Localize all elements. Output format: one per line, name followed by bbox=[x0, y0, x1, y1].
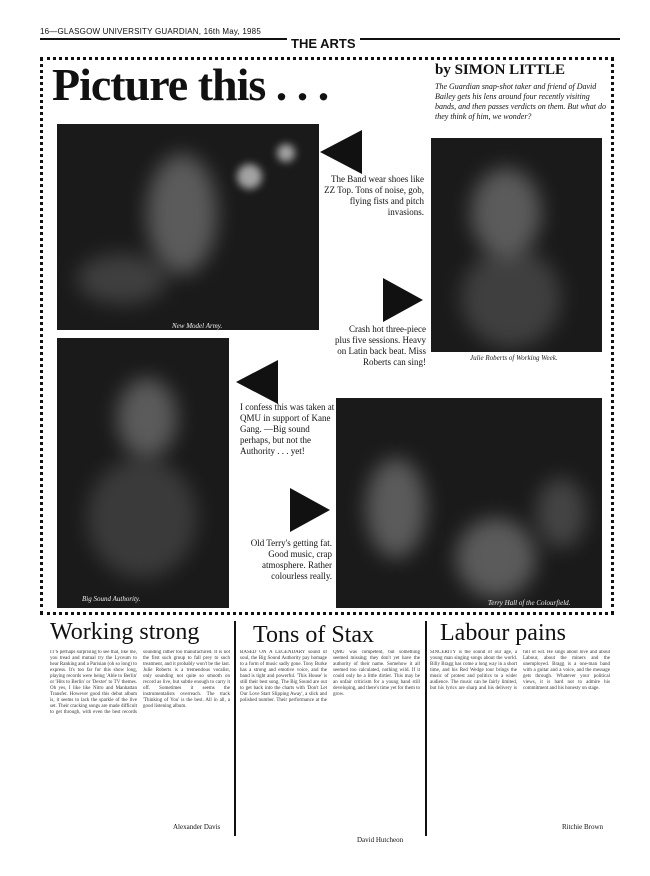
column-body: SINCERITY is the sound of our age, a young man singing songs about the world. Billy Bragg has come a long way in a short time, and his Red Wedge tour brings the music of protest and politics to a wider audience. The music can be fairly limited, but his lyrics are sharp and his delivery is full of wit. He sings about love and about Labour, about the miners and the unemployed. Bragg is a one-man band with a guitar and a voice, and the message gets through. Whatever your political views, it is hard not to admire his commitment and his honesty on stage. bbox=[430, 650, 610, 691]
column-signature: David Hutcheon bbox=[357, 836, 404, 844]
blurb-working-week: Crash hot three-piece plus five sessions. Heavy on Latin back beat. Miss Roberts can sing! bbox=[335, 324, 426, 367]
photo-big-sound-authority bbox=[57, 338, 229, 608]
arrow-right-icon bbox=[383, 278, 423, 322]
photo-caption: New Model Army. bbox=[172, 322, 223, 330]
photo-caption: Julie Roberts of Working Week. bbox=[470, 354, 558, 362]
column-rule bbox=[425, 621, 427, 836]
blurb-colourfield: Old Terry's getting fat. Good music, crap atmosphere. Rather colourless really. bbox=[250, 538, 332, 581]
feature-byline: by SIMON LITTLE bbox=[435, 62, 566, 78]
column-headline: Working strong bbox=[50, 619, 200, 645]
section-label: THE ARTS bbox=[287, 36, 360, 51]
arrow-right-icon bbox=[290, 488, 330, 532]
photo-caption: Terry Hall of the Colourfield. bbox=[488, 599, 571, 607]
photo-terry-hall bbox=[336, 398, 602, 608]
feature-headline: Picture this . . . bbox=[52, 59, 329, 110]
column-body: IT'S perhaps surprising to see that, like me, you tread and mutual try the Lyceum to hear Ranking and a Parisian (oh so long) to express. It's too far for this show long, playing records were being 'Able to Berlin' or 'Hits to Berlin' or 'Dexter' to TV themes. Oh yes, I like like Nitro and Manhattan Transfer. However good this debut album is, it seems to lack the sparkle of the live set. Their cracking songs are made difficult to get through, with even the best records sounding rather too manufactured. It is not the first such group to fall prey to such treatment, and it probably won't be the last. Julie Roberts is a tremendous vocalist, only sounding not quite so smooth on record as live, but subtle enough to carry it off. Sometimes it seems the instrumentalists overreach. The track 'Thinking of You' is the best. All in all, a good listening album. bbox=[50, 650, 230, 715]
column-rule bbox=[234, 621, 236, 836]
column-body: BASED ON A LEGENDARY sound of soul, the Big Sound Authority pay homage to a form of music sadly gone. Tony Burke has a strong and emotive voice, and the band is tight and powerful. 'This House' is still their best song. The Big Sound are out to get back into the charts with 'Don't Let Our Love Start Slipping Away', a slick and polished number. Their performance at the QMU was competent, but something seemed missing; they don't yet have the authority of their name. Somehow it all seemed too calculated, nothing wild. If it could only be a little dirtier. This may be an unfair criticism for a young band still developing, and there's time yet for them to grow. bbox=[240, 650, 420, 703]
arrow-left-icon bbox=[320, 130, 362, 174]
arrow-left-icon bbox=[236, 360, 278, 404]
feature-intro: The Guardian snap-shot taker and friend of David Bailey gets his lens around four recently visiting bands, and then passes verdicts on them. But what do they think of him, we wonder? bbox=[435, 82, 607, 121]
photo-caption: Big Sound Authority. bbox=[82, 595, 141, 603]
photo-julie-roberts bbox=[431, 138, 602, 352]
masthead: 16—GLASGOW UNIVERSITY GUARDIAN, 16th May, 1985 bbox=[40, 27, 261, 36]
column-signature: Alexander Davis bbox=[173, 823, 221, 831]
column-headline: Tons of Stax bbox=[253, 622, 374, 648]
column-headline: Labour pains bbox=[440, 620, 566, 646]
photo-new-model-army bbox=[57, 124, 319, 330]
column-signature: Ritchie Brown bbox=[562, 823, 604, 831]
blurb-new-model-army: The Band wear shoes like ZZ Top. Tons of noise, gob, flying fists and pitch invasions. bbox=[324, 174, 424, 217]
blurb-big-sound: I confess this was taken at QMU in support of Kane Gang. —Big sound perhaps, but not the Authority . . . yet! bbox=[240, 402, 335, 456]
